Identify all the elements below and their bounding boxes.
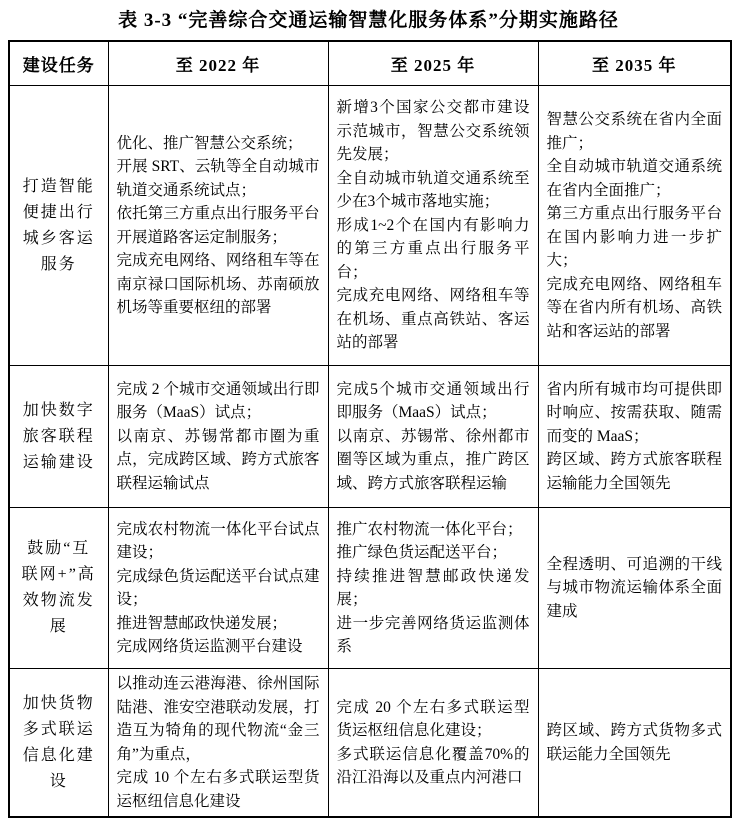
task-cell-smart-passenger-service: 打造智能便捷出行城乡客运服务 [9, 86, 108, 366]
cell-multimodal-2035: 跨区域、跨方式货物多式联运能力全国领先 [538, 669, 731, 818]
table-row-freight-multimodal-informatization [9, 669, 731, 818]
column-header-2022: 至 2022 年 [108, 41, 328, 86]
table-title: 表 3-3 “完善综合交通运输智慧化服务体系”分期实施路径 [118, 10, 619, 31]
cell-multimodal-2025: 完成 20 个左右多式联运型货运枢纽信息化建设； 多式联运信息化覆盖70%的沿江沿海以及重点内河港口 [328, 669, 538, 818]
header-row [9, 41, 731, 86]
cell-digital-passenger-2035: 省内所有城市均可提供即时响应、按需获取、随需而变的 MaaS； 跨区域、跨方式旅客联程运输能力全国领先 [538, 366, 731, 508]
cell-logistics-2022: 完成农村物流一体化平台试点建设； 完成绿色货运配送平台试点建设； 推进智慧邮政快递发展； 完成网络货运监测平台建设 [108, 508, 328, 669]
cell-logistics-2025: 推广农村物流一体化平台； 推广绿色货运配送平台； 持续推进智慧邮政快递发展； 进一步完善网络货运监测体系 [328, 508, 538, 669]
task-cell-digital-intermodal-passenger: 加快数字旅客联程运输建设 [9, 366, 108, 508]
table-row-digital-intermodal-passenger [9, 366, 731, 508]
column-header-task: 建设任务 [9, 41, 108, 86]
cell-multimodal-2022: 以推动连云港海港、徐州国际陆港、淮安空港联动发展，打造互为犄角的现代物流“金三角”为重点， 完成 10 个左右多式联运型货运枢纽信息化建设 [108, 669, 328, 818]
table-row-smart-passenger-service [9, 86, 731, 366]
cell-logistics-2035: 全程透明、可追溯的干线与城市物流运输体系全面建成 [538, 508, 731, 669]
cell-smart-passenger-2025: 新增3个国家公交都市建设示范城市，智慧公交系统领先发展； 全自动城市轨道交通系统至少在3个城市落地实施； 形成1~2个在国内有影响力的第三方重点出行服务平台； 完成充电网络、网络租车等在机场、重点高铁站、客运站的部署 [328, 86, 538, 366]
cell-digital-passenger-2022: 完成 2 个城市交通领域出行即服务（MaaS）试点； 以南京、苏锡常都市圈为重点，完成跨区域、跨方式旅客联程运输试点 [108, 366, 328, 508]
task-cell-internet-plus-logistics: 鼓励“互联网+”高效物流发展 [9, 508, 108, 669]
cell-smart-passenger-2035: 智慧公交系统在省内全面推广； 全自动城市轨道交通系统在省内全面推广； 第三方重点出行服务平台在国内影响力进一步扩大； 完成充电网络、网络租车等在省内所有机场、高铁站和客运站的部署 [538, 86, 731, 366]
task-cell-freight-multimodal-informatization: 加快货物多式联运信息化建设 [9, 669, 108, 818]
cell-smart-passenger-2022: 优化、推广智慧公交系统； 开展 SRT、云轨等全自动城市轨道交通系统试点； 依托第三方重点出行服务平台开展道路客运定制服务； 完成充电网络、网络租车等在南京禄口国际机场、苏南硕放机场等重要枢纽的部署 [108, 86, 328, 366]
cell-digital-passenger-2025: 完成5个城市交通领域出行即服务（MaaS）试点； 以南京、苏锡常、徐州都市圈等区域为重点，推广跨区域、跨方式旅客联程运输 [328, 366, 538, 508]
table-row-internet-plus-logistics [9, 508, 731, 669]
column-header-2035: 至 2035 年 [538, 41, 731, 86]
implementation-roadmap-table [8, 40, 732, 818]
column-header-2025: 至 2025 年 [328, 41, 538, 86]
